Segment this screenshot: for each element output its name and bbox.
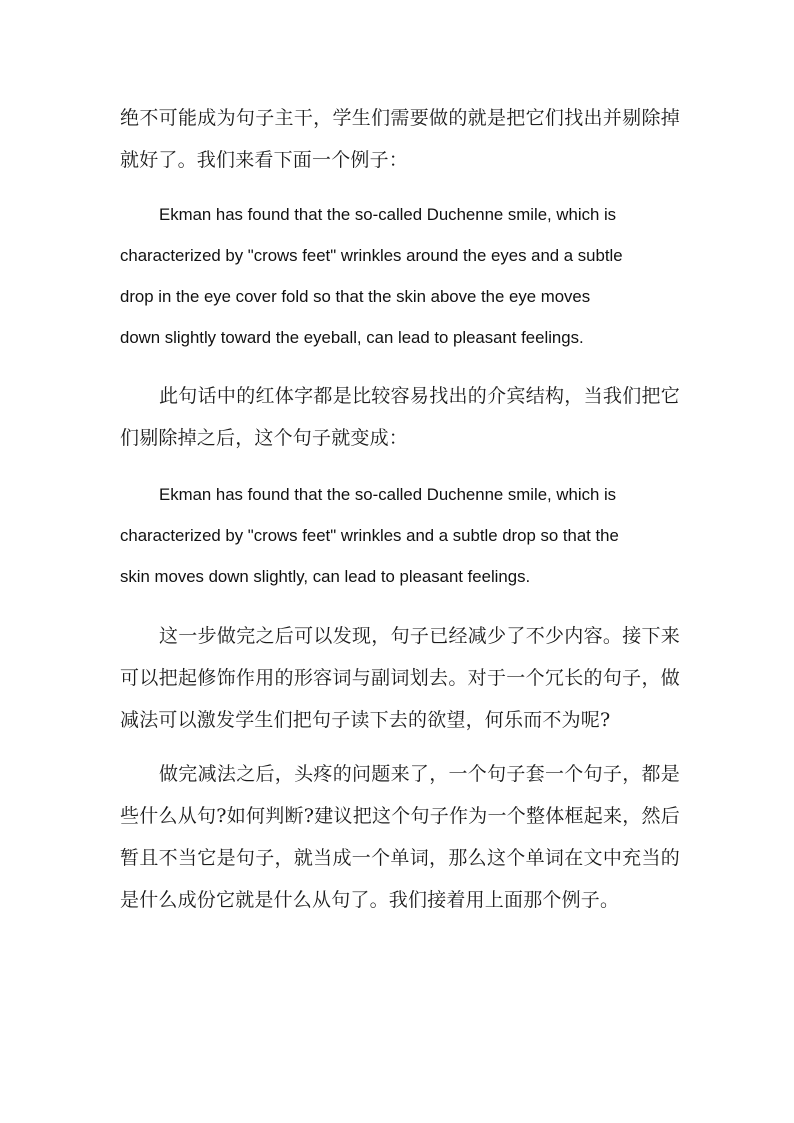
example-line: skin moves down slightly, can lead to pleasant feelings. <box>120 567 531 586</box>
paragraph-clause-analysis: 做完减法之后，头疼的问题来了，一个句子套一个句子，都是些什么从句?如何判断?建议把这个句子作为一个整体框起来，然后暂且不当它是句子，就当成一个单词，那么这个单词在文中充当的是什么成份它就是什么从句了。我们接着用上面那个例子。 <box>120 763 680 911</box>
example-line: Ekman has found that the so-called Duchenne smile, which is <box>159 205 617 224</box>
example-sentence-reduced <box>120 474 680 597</box>
example-sentence-original <box>120 194 680 358</box>
paragraph-intro: 绝不可能成为句子主干，学生们需要做的就是把它们找出并剔除掉就好了。我们来看下面一个例子： <box>120 107 680 171</box>
paragraph-explanation: 此句话中的红体字都是比较容易找出的介宾结构，当我们把它们剔除掉之后，这个句子就变成： <box>120 385 680 449</box>
paragraph-subtraction: 这一步做完之后可以发现，句子已经减少了不少内容。接下来可以把起修饰作用的形容词与副词划去。对于一个冗长的句子，做减法可以激发学生们把句子读下去的欲望，何乐而不为呢? <box>120 625 680 731</box>
example-line: drop in the eye cover fold so that the skin above the eye moves <box>120 287 591 306</box>
example-line: characterized by "crows feet" wrinkles and a subtle drop so that the <box>120 526 619 545</box>
example-line: Ekman has found that the so-called Duchenne smile, which is <box>159 485 617 504</box>
example-line: down slightly toward the eyeball, can lead to pleasant feelings. <box>120 328 584 347</box>
example-line: characterized by "crows feet" wrinkles around the eyes and a subtle <box>120 246 623 265</box>
